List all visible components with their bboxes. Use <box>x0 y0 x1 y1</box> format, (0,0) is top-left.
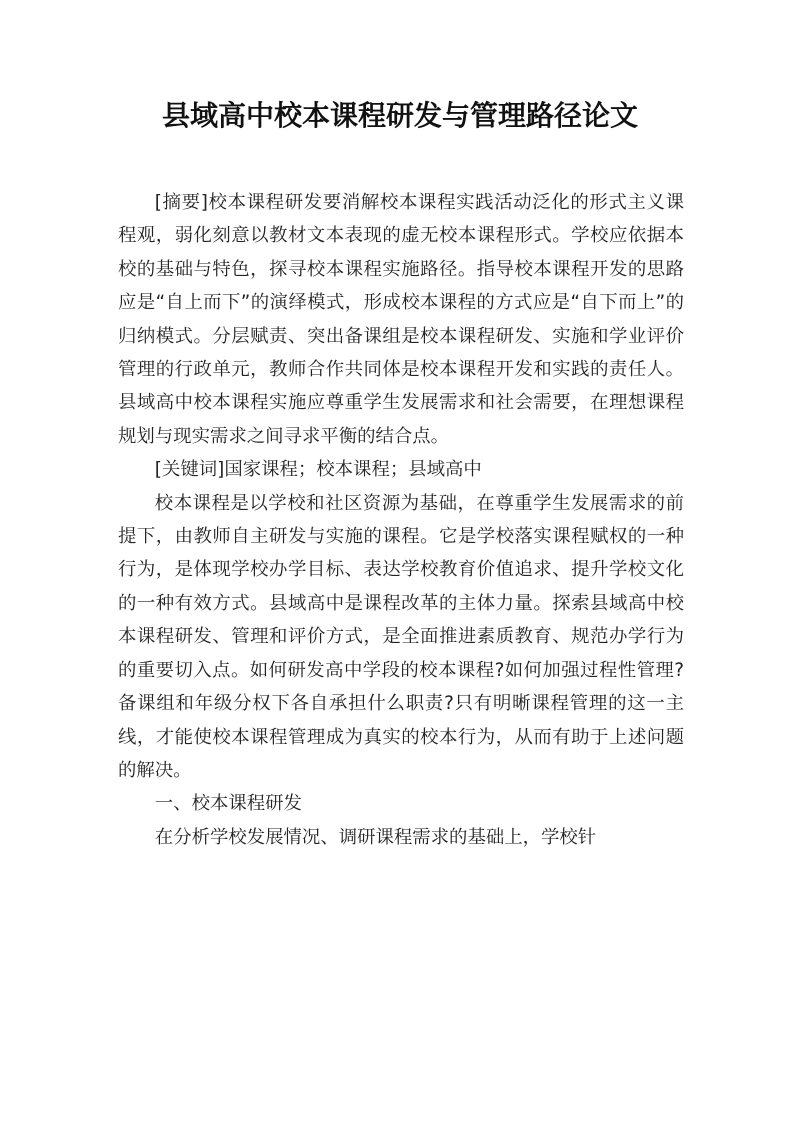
abstract-paragraph: [摘要]校本课程研发要消解校本课程实践活动泛化的形式主义课程观，弱化刻意以教材文本表现的虚无校本课程形式。学校应依据本校的基础与特色，探寻校本课程实施路径。指导校本课程开发的思路应是“自上而下”的演绎模式，形成校本课程的方式应是“自下而上”的归纳模式。分层赋责、突出备课组是校本课程研发、实施和学业评价管理的行政单元，教师合作共同体是校本课程开发和实践的责任人。县域高中校本课程实施应尊重学生发展需求和社会需要，在理想课程规划与现实需求之间寻求平衡的结合点。 <box>118 192 684 447</box>
document-title: 县域高中校本课程研发与管理路径论文 <box>161 99 638 132</box>
section-heading: 一、校本课程研发 <box>154 793 302 815</box>
body-paragraph: 在分析学校发展情况、调研课程需求的基础上，学校针 <box>154 826 597 848</box>
document-body <box>118 186 684 854</box>
intro-paragraph: 校本课程是以学校和社区资源为基础，在尊重学生发展需求的前提下，由教师自主研发与实施的课程。它是学校落实课程赋权的一种行为，是体现学校办学目标、表达学校教育价值追求、提升学校文化的一种有效方式。县域高中是课程改革的主体力量。探索县域高中校本课程研发、管理和评价方式，是全面推进素质教育、规范办学行为的重要切入点。如何研发高中学段的校本课程?如何加强过程性管理?备课组和年级分权下各自承担什么职责?只有明晰课程管理的这一主线，才能使校本课程管理成为真实的校本行为，从而有助于上述问题的解决。 <box>118 492 684 781</box>
keywords-paragraph: [关键词]国家课程；校本课程；县域高中 <box>154 459 482 481</box>
